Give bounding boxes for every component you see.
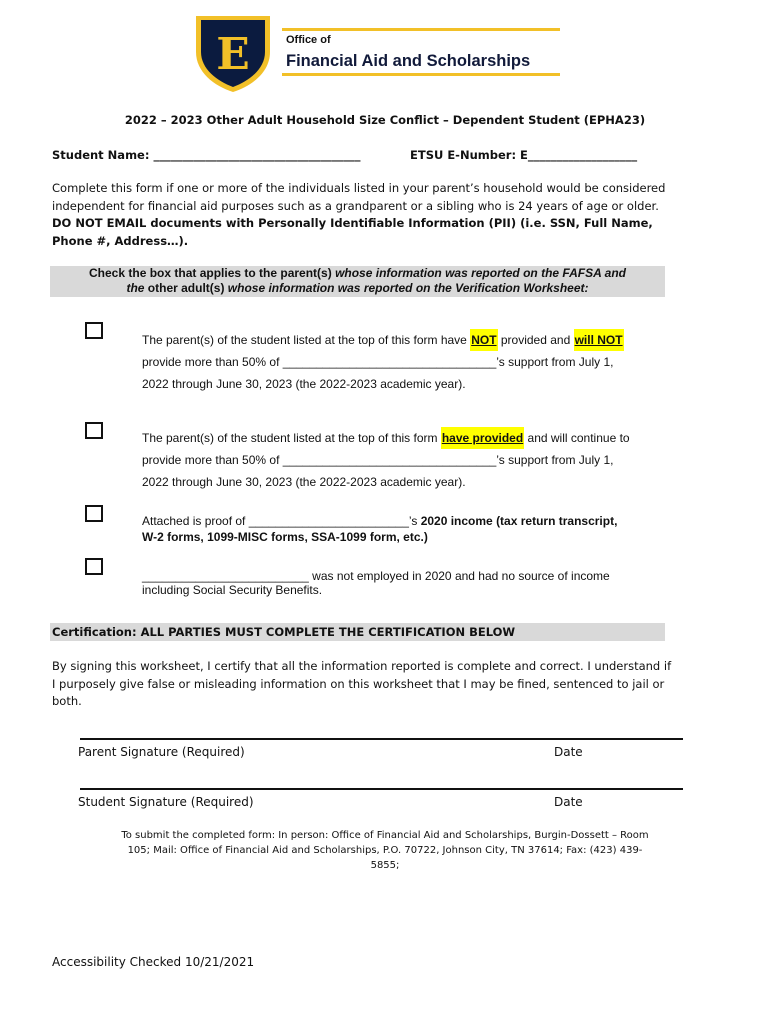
intro-paragraph xyxy=(52,180,672,250)
option-4-line-1: _________________________ was not employed in 2020 and had no source of income xyxy=(142,569,610,583)
intro-text: Complete this form if one or more of the individuals listed in your parent’s household would be considered independent for financial aid purposes such as a grandparent or a sibling who is 24 years of age or older. xyxy=(52,181,666,213)
submission-instructions: To submit the completed form: In person: Office of Financial Aid and Scholarships, Burgin-Dossett – Room 105; Mail: Office of Financial Aid and Scholarships, P.O. 70722, Johnson City, TN 37614; Fax: (423) 439-5855; xyxy=(121,830,649,871)
option-1-line-1 xyxy=(142,333,662,347)
option-1-line-3: 2022 through June 30, 2023 (the 2022-2023 academic year). xyxy=(142,377,466,391)
option-4-checkbox[interactable] xyxy=(85,558,103,575)
intro-pii-warning: DO NOT EMAIL documents with Personally Identifiable Information (PII) (i.e. SSN, Full Name, Phone #, Address…). xyxy=(52,216,653,248)
logo-office-line: Office of xyxy=(286,34,331,46)
option-2-text-a: The parent(s) of the student listed at the top of this form xyxy=(142,431,441,445)
certification-text: By signing this worksheet, I certify that all the information reported is complete and correct. I understand if I purposely give false or misleading information on this worksheet that I may be fined, sentenced to jail or both. xyxy=(52,659,672,708)
option-4-line-2: including Social Security Benefits. xyxy=(142,583,323,597)
logo-department: Financial Aid and Scholarships xyxy=(286,52,531,70)
option-2-line-3: 2022 through June 30, 2023 (the 2022-2023 academic year). xyxy=(142,475,466,489)
etsu-shield-logo xyxy=(192,14,274,94)
etsu-enumber-field: ETSU E-Number: E___________________ xyxy=(410,148,638,162)
logo-letter: E xyxy=(216,29,250,80)
banner-text-1a: Check the box that applies to the parent(s) xyxy=(89,266,336,280)
option-1-text-a: The parent(s) of the student listed at the top of this form have xyxy=(142,333,471,347)
instruction-banner-text xyxy=(50,266,665,296)
student-name-field: Student Name: ____________________________________ xyxy=(52,148,361,162)
option-3-text-b: 2020 income (tax return transcript, xyxy=(420,514,618,528)
banner-text-2b: other adult(s) xyxy=(147,281,228,295)
banner-text-2a: the xyxy=(126,281,148,295)
option-3-text-a: Attached is proof of ________________________’s xyxy=(142,514,421,528)
option-1-checkbox[interactable] xyxy=(85,322,103,339)
student-signature-label: Student Signature (Required) xyxy=(78,795,254,809)
option-3-line-2: W-2 forms, 1099-MISC forms, SSA-1099 form, etc.) xyxy=(142,530,428,544)
form-title: 2022 – 2023 Other Adult Household Size Conflict – Dependent Student (EPHA23) xyxy=(124,113,646,127)
option-2-checkbox[interactable] xyxy=(85,422,103,439)
banner-text-2c: whose information was reported on the Verification Worksheet: xyxy=(227,281,589,295)
parent-signature-line[interactable] xyxy=(80,738,683,740)
option-3-line-1 xyxy=(142,514,662,528)
logo-bottom-rule xyxy=(282,73,560,76)
option-2-line-2: provide more than 50% of ________________________________’s support from July 1, xyxy=(142,453,614,467)
accessibility-note: Accessibility Checked 10/21/2021 xyxy=(52,955,255,969)
option-2-line-1 xyxy=(142,431,662,445)
option-1-highlight-will-not: will NOT xyxy=(574,329,624,351)
option-2-text-b: and will continue to xyxy=(524,431,630,445)
parent-date-label: Date xyxy=(554,745,583,759)
certification-heading: Certification: ALL PARTIES MUST COMPLETE THE CERTIFICATION BELOW xyxy=(52,625,516,639)
option-2-highlight-have-provided: have provided xyxy=(441,427,524,449)
option-1-highlight-not: NOT xyxy=(470,329,497,351)
option-1-text-b: provided and xyxy=(497,333,574,347)
option-1-line-2: provide more than 50% of ________________________________’s support from July 1, xyxy=(142,355,614,369)
banner-text-1b: whose information was reported on the FAFSA and xyxy=(335,266,626,280)
student-date-label: Date xyxy=(554,795,583,809)
logo-top-rule xyxy=(282,28,560,31)
parent-signature-label: Parent Signature (Required) xyxy=(78,745,245,759)
student-signature-line[interactable] xyxy=(80,788,683,790)
option-3-checkbox[interactable] xyxy=(85,505,103,522)
